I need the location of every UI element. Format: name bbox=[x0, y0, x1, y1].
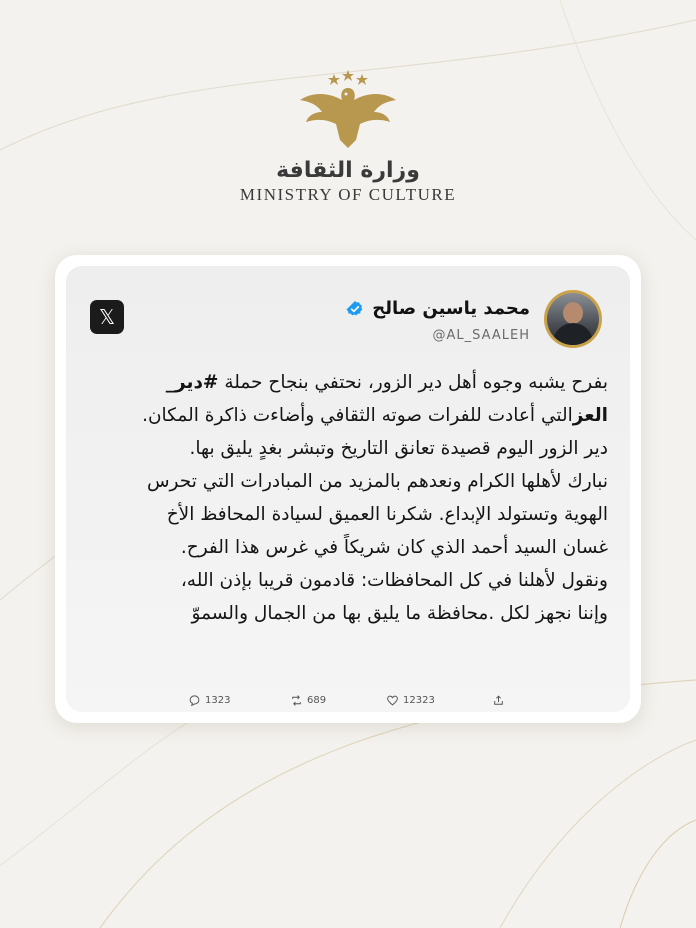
hashtag-link[interactable]: #دير_ bbox=[165, 372, 219, 393]
post-line-8: وإننا نجهز لكل .محافظة ما يليق بها من الجمال والسموّ bbox=[191, 603, 608, 624]
post-line-3: دير الزور اليوم قصيدة تعانق التاريخ وتبشر بغدٍ يليق بها. bbox=[189, 438, 608, 459]
post-body bbox=[86, 366, 608, 630]
heart-icon bbox=[386, 694, 399, 707]
author-handle[interactable]: @AL_SAALEH bbox=[432, 328, 530, 343]
eagle-emblem-icon bbox=[298, 70, 398, 150]
reply-icon bbox=[188, 694, 201, 707]
like-count: 12323 bbox=[403, 695, 435, 706]
ministry-name-english: MINISTRY OF CULTURE bbox=[239, 185, 457, 204]
ministry-name-arabic: وزارة الثقافة bbox=[276, 158, 420, 183]
post-card bbox=[66, 266, 630, 712]
hashtag-link[interactable]: العز bbox=[572, 405, 608, 426]
repost-icon bbox=[290, 694, 303, 707]
avatar-photo bbox=[547, 293, 599, 345]
post-line-1: بفرح يشبه وجوه أهل دير الزور، نحتفي بنجاح حملة #دير_ bbox=[165, 372, 608, 393]
avatar-body bbox=[553, 323, 593, 345]
reply-count: 1323 bbox=[205, 695, 231, 706]
repost-button[interactable] bbox=[290, 694, 326, 707]
ministry-logo bbox=[0, 70, 696, 205]
post-actions bbox=[66, 694, 630, 714]
author-name[interactable]: محمد ياسين صالح bbox=[372, 298, 530, 319]
post-line-5: الهوية وتستولد الإبداع. شكرنا العميق لسيادة المحافظ الأخ bbox=[166, 504, 608, 525]
share-button[interactable] bbox=[492, 694, 505, 707]
post-line-2: العزالتي أعادت للفرات صوته الثقافي وأضاءت ذاكرة المكان. bbox=[142, 405, 608, 426]
verified-badge-icon bbox=[346, 300, 364, 318]
post-line-7: ونقول لأهلنا في كل المحافظات: قادمون قريبا بإذن الله، bbox=[180, 570, 608, 591]
reply-button[interactable] bbox=[188, 694, 230, 707]
like-button[interactable] bbox=[386, 694, 435, 707]
x-logo-icon[interactable]: 𝕏 bbox=[90, 300, 124, 334]
author-row bbox=[346, 298, 530, 319]
post-line-6: غسان السيد أحمد الذي كان شريكاً في غرس هذا الفرح. bbox=[180, 537, 608, 558]
repost-count: 689 bbox=[307, 695, 327, 706]
post-line-4: نبارك لأهلها الكرام ونعدهم بالمزيد من المبادرات التي تحرس bbox=[146, 471, 608, 492]
avatar[interactable] bbox=[544, 290, 602, 348]
share-icon bbox=[492, 694, 505, 707]
avatar-head bbox=[563, 302, 583, 324]
